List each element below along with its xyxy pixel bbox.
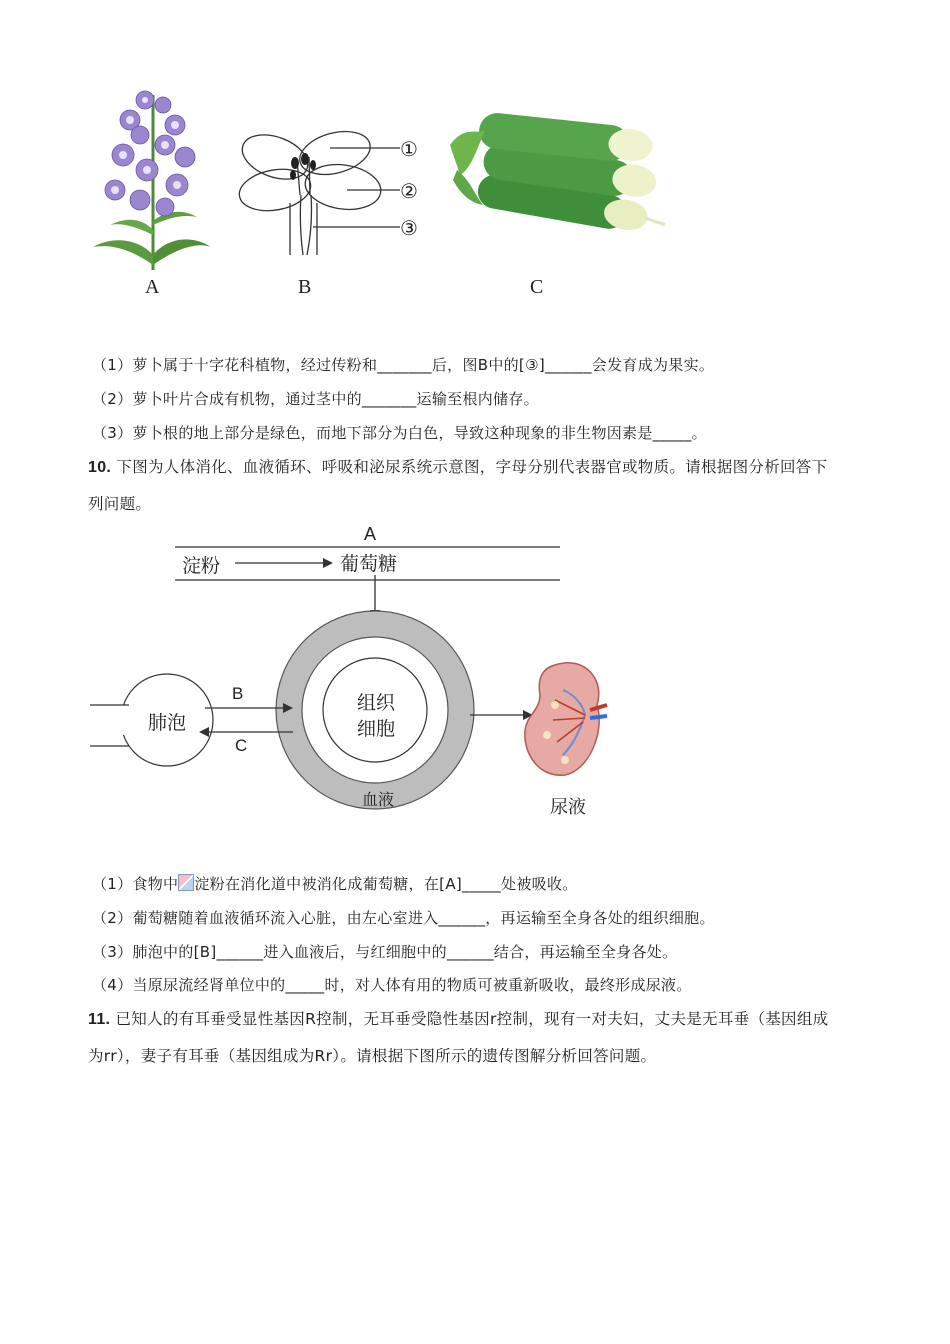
q10-stem-line1 <box>88 455 827 477</box>
q10-sub1-pre: （1）食物中 <box>92 875 179 893</box>
q10-stem-line2: 列问题。 <box>88 495 152 513</box>
q9-sub2: （2）萝卜叶片合成有机物，通过茎中的_______运输至根内储存。 <box>92 390 539 408</box>
diagram-blood: 血液 <box>362 790 395 809</box>
q10-sub1 <box>92 873 578 894</box>
flower-plant-illustration <box>93 91 211 270</box>
flower-structure-diagram <box>236 124 400 255</box>
figure-label-b: B <box>298 276 312 298</box>
q10-sub1-post: 淀粉在消化道中被消化成葡萄糖，在[A]_____处被吸收。 <box>194 875 578 893</box>
q9-sub1: （1）萝卜属于十字花科植物，经过传粉和_______后，图B中的[③]______会发育成为果实。 <box>92 356 715 374</box>
q10-sub3: （3）肺泡中的[B]______进入血液后，与红细胞中的______结合，再运输至全身各处。 <box>92 943 678 961</box>
q11-stem-text: 已知人的有耳垂受显性基因R控制，无耳垂受隐性基因r控制，现有一对夫妇，丈夫是无耳垂（基因组成 <box>115 1010 829 1028</box>
figure-label-c: C <box>530 276 544 298</box>
marker-3: ③ <box>400 216 418 240</box>
q10-number: 10. <box>88 459 112 476</box>
diagram-tissue-line1: 组织 <box>357 692 396 714</box>
marker-2: ② <box>400 179 418 203</box>
diagram-alveolus: 肺泡 <box>148 712 187 734</box>
diagram-starch: 淀粉 <box>182 555 221 577</box>
diagram-glucose: 葡萄糖 <box>340 553 398 575</box>
figure-label-a: A <box>145 276 160 298</box>
q11-stem-line2: 为rr），妻子有耳垂（基因组成为Rr）。请根据下图所示的遗传图解分析回答问题。 <box>88 1047 657 1065</box>
radish-photo <box>450 111 665 238</box>
diagram-label-a: A <box>364 524 377 544</box>
q10-sub2: （2）葡萄糖随着血液循环流入心脏，由左心室进入______，再运输至全身各处的组织细胞。 <box>92 909 715 927</box>
q9-sub3: （3）萝卜根的地上部分是绿色，而地下部分为白色，导致这种现象的非生物因素是_____。 <box>92 424 707 442</box>
q10-sub4: （4）当原尿流经肾单位中的_____时，对人体有用的物质可被重新吸收，最终形成尿液。 <box>92 976 692 994</box>
image-placeholder-icon <box>178 874 194 891</box>
diagram-label-b: B <box>232 684 244 703</box>
diagram-label-c: C <box>235 736 248 755</box>
kidney-illustration <box>525 663 607 776</box>
plant-figure <box>85 75 665 310</box>
q11-stem-line1 <box>88 1007 828 1029</box>
q11-number: 11. <box>88 1011 111 1028</box>
marker-1: ① <box>400 137 418 161</box>
q10-stem-text: 下图为人体消化、血液循环、呼吸和泌尿系统示意图，字母分别代表器官或物质。请根据图分析回答下 <box>116 458 828 476</box>
diagram-tissue-line2: 细胞 <box>357 718 396 740</box>
diagram-urine: 尿液 <box>550 797 586 818</box>
